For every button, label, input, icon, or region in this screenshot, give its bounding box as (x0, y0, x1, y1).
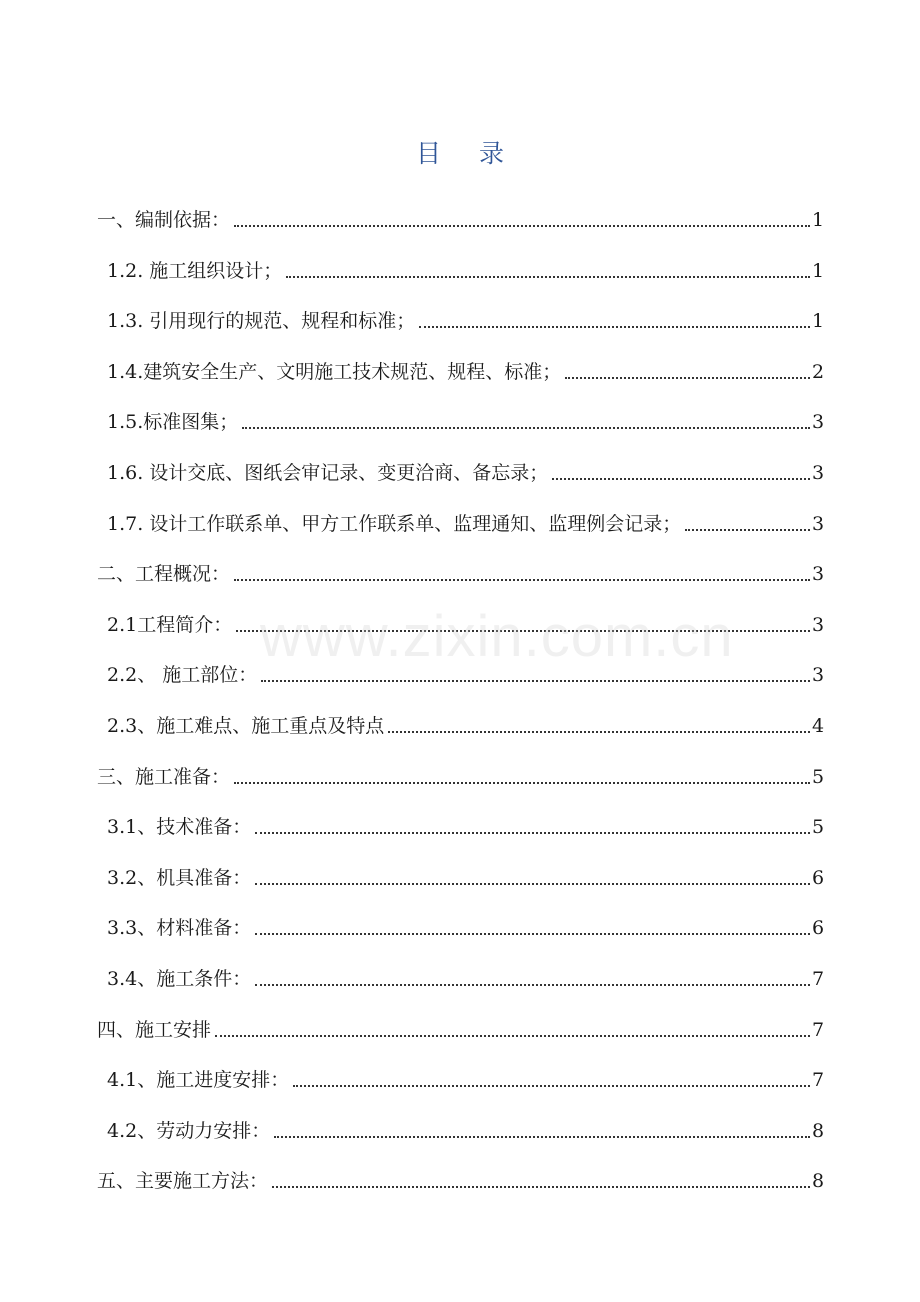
toc-entry-page-number: 2 (812, 360, 825, 383)
toc-dot-leader (261, 660, 810, 690)
watermark: www.zixin.com.cn (260, 604, 734, 669)
toc-entry-page-number: 7 (812, 968, 825, 990)
toc-entry-page-number: 3 (812, 664, 825, 687)
toc-dot-leader (274, 1116, 810, 1146)
toc-entry-label: 二、工程概况： (97, 563, 231, 586)
toc-entry-page-number: 3 (812, 512, 825, 535)
toc-dot-leader (255, 863, 810, 893)
toc-entry[interactable] (107, 711, 825, 741)
toc-entry-label: 1.4.建筑安全生产、文明施工技术规范、规程、标准； (107, 360, 562, 383)
toc-entry-label: 4.1、施工进度安排： (107, 1069, 290, 1092)
toc-entry-label: 3.1、技术准备： (107, 816, 252, 839)
toc-entry[interactable] (107, 660, 825, 690)
toc-entry-page-number: 8 (812, 1119, 825, 1142)
toc-entry-label: 四、施工安排 (97, 1018, 212, 1041)
toc-dot-leader (255, 812, 810, 842)
toc-dot-leader (565, 357, 810, 387)
toc-entry[interactable] (107, 509, 825, 539)
toc-entry-page-number: 4 (812, 715, 825, 737)
title-char-2: 录 (479, 139, 505, 168)
toc-entry[interactable] (107, 964, 825, 994)
toc-entry[interactable] (107, 357, 825, 387)
toc-dot-leader (234, 762, 810, 792)
toc-entry-page-number: 8 (812, 1170, 825, 1193)
toc-entry-label: 1.2. 施工组织设计； (107, 259, 283, 282)
toc-entry-page-number: 3 (812, 411, 825, 434)
toc-entry-label: 2.1工程简介： (107, 613, 233, 636)
toc-entry-page-number: 3 (812, 613, 825, 636)
toc-entry[interactable] (107, 306, 825, 336)
toc-entry-label: 1.5.标准图集； (107, 411, 239, 434)
toc-dot-leader (293, 1065, 810, 1095)
toc-dot-leader (388, 711, 810, 741)
toc-dot-leader (234, 205, 810, 235)
toc-entry-label: 三、施工准备： (97, 765, 231, 788)
toc-entry[interactable] (107, 256, 825, 286)
toc-entry[interactable] (97, 762, 825, 792)
toc-dot-leader (236, 610, 810, 640)
toc-entry-label: 3.4、施工条件： (107, 968, 252, 990)
toc-entry-page-number: 1 (812, 259, 825, 282)
toc-entry-label: 2.3、施工难点、施工重点及特点 (107, 715, 385, 737)
toc-entry-page-number: 3 (812, 462, 825, 484)
toc-dot-leader (215, 1015, 810, 1045)
toc-entry-page-number: 7 (812, 1069, 825, 1092)
toc-dot-leader (419, 306, 810, 336)
toc-entry[interactable] (107, 1116, 825, 1146)
toc-entry-page-number: 6 (812, 866, 825, 889)
toc-entry-page-number: 7 (812, 1018, 825, 1041)
toc-entry-label: 2.2、 施工部位： (107, 664, 258, 687)
toc-dot-leader (272, 1166, 810, 1196)
toc-entry-label: 1.3. 引用现行的规范、规程和标准； (107, 310, 416, 333)
toc-entry-label: 4.2、劳动力安排： (107, 1119, 271, 1142)
toc-entry-label: 一、编制依据： (97, 209, 231, 231)
toc-dot-leader (242, 407, 810, 437)
toc-entry-page-number: 5 (812, 816, 825, 839)
toc-entry[interactable] (107, 913, 825, 943)
toc-entry-page-number: 6 (812, 917, 825, 940)
toc-dot-leader (255, 913, 810, 943)
toc-entry-page-number: 5 (812, 765, 825, 788)
toc-entry-label: 3.3、材料准备： (107, 917, 252, 940)
toc-dot-leader (685, 509, 810, 539)
toc-dot-leader (234, 559, 810, 589)
toc-entry[interactable] (107, 1065, 825, 1095)
toc-entry[interactable] (97, 205, 825, 235)
toc-entry[interactable] (107, 458, 825, 488)
toc-entry[interactable] (107, 812, 825, 842)
toc-entry-label: 1.6. 设计交底、图纸会审记录、变更洽商、备忘录； (107, 462, 549, 484)
toc-entry[interactable] (107, 610, 825, 640)
toc-entry[interactable] (97, 1166, 825, 1196)
toc-dot-leader (255, 964, 810, 994)
toc-dot-leader (552, 458, 810, 488)
toc-entry-label: 1.7. 设计工作联系单、甲方工作联系单、监理通知、监理例会记录； (107, 512, 682, 535)
title-char-1: 目 (415, 139, 441, 168)
toc-entry-label: 五、主要施工方法： (97, 1170, 269, 1193)
toc-entry[interactable] (97, 1015, 825, 1045)
toc-entry[interactable] (97, 559, 825, 589)
toc-entry[interactable] (107, 407, 825, 437)
page-title (0, 136, 920, 172)
toc-entry-page-number: 3 (812, 563, 825, 586)
toc-entry-label: 3.2、机具准备： (107, 866, 252, 889)
toc-entry-page-number: 1 (812, 310, 825, 333)
toc-dot-leader (286, 256, 810, 286)
toc-entry[interactable] (107, 863, 825, 893)
toc-entry-page-number: 1 (812, 209, 825, 231)
